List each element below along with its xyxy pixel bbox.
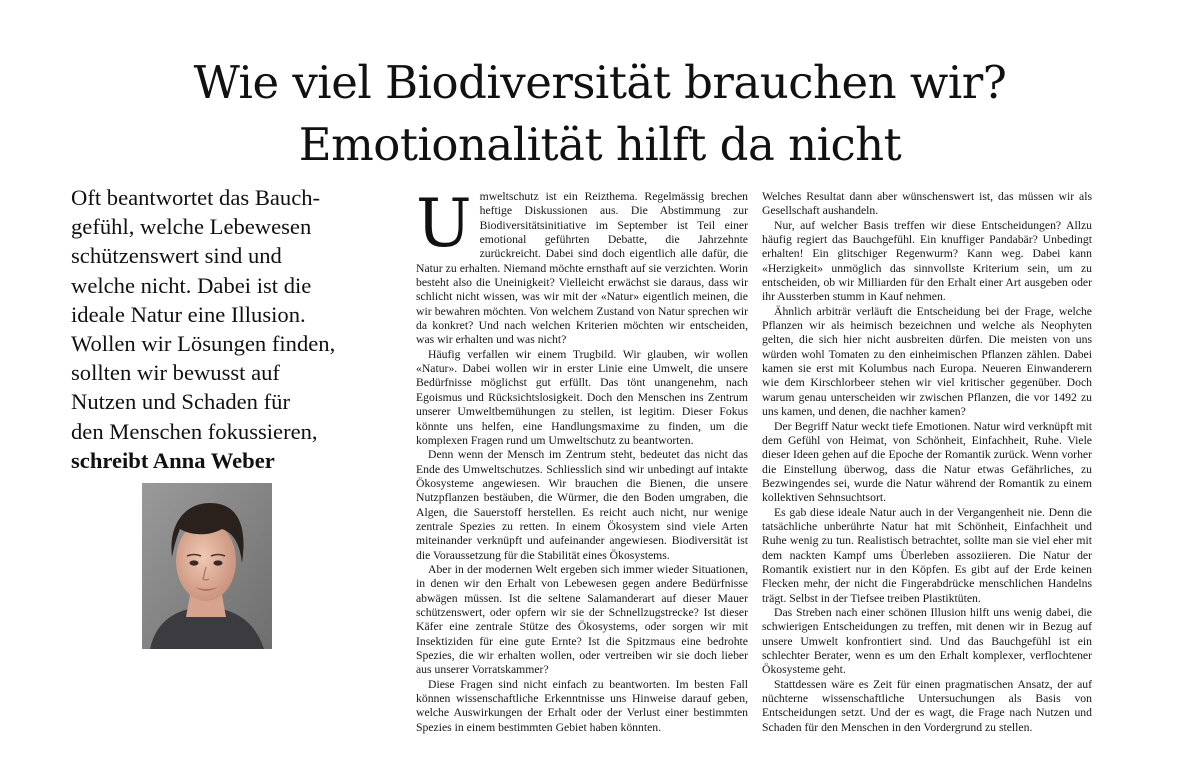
lead-line: Wollen wir Lösungen finden, <box>71 331 336 357</box>
paragraph-text: mweltschutz ist ein Reizthema. Regelmässig brechen heftige Diskussionen aus. Die Abstimmung zur Biodiversitätsinitiative im September ist Teil einer emotional geführten Debatte, die Jahrzehnte zurückreicht. Dabei sind doch eigentlich alle dafür, die Natur zu erhalten. Niemand möchte ernsthaft auf sie verzichten. Worin besteht also die Uneinigkeit? Vielleicht erwächst sie daraus, dass wir schlicht nicht wissen, was wir mit der «Natur» eigentlich meinen, die wir bewahren möchten. Von welchem Zustand von Natur sprechen wir da konkret? Und nach welchen Kriterien möchten wir entscheiden, was wir erhalten und was nicht? <box>416 190 748 347</box>
paragraph: Denn wenn der Mensch im Zentrum steht, bedeutet das nicht das Ende des Umweltschutzes. Schliesslich sind wir unbedingt auf intakte Ökosysteme angewiesen. Wir brauchen die Bienen, die unsere Nutzpflanzen bestäuben, die Würmer, die den Boden umgraben, die Algen, die Sauerstoff herstellen. Es reicht auch nicht, nur wenige zentrale Spezies zu retten. In einem Ökosystem sind viele Arten miteinander verknüpft und aufeinander angewiesen. Biodiversität ist die Voraussetzung für die Stabilität eines Ökosystems. <box>416 448 748 562</box>
lead-line: Nutzen und Schaden für <box>71 389 290 415</box>
author-photo <box>142 483 272 649</box>
paragraph: Ähnlich arbiträr verläuft die Entscheidung bei der Frage, welche Pflanzen wir als heimisch bezeichnen und welche als Neophyten gelten, die sich hier nicht ausbreiten dürfen. Die meisten von uns würden wohl Tomaten zu den einheimischen Pflanzen zählen. Dabei kamen sie erst mit Kolumbus nach Europa. Neueren Einwanderern wie dem Kirschlorbeer stehen wir viel kritischer gegenüber. Doch warum genau unterscheiden wir zwischen Pflanzen, die vor 1492 zu uns kamen, und denen, die nachher kamen? <box>762 304 1092 419</box>
lead-line: welche nicht. Dabei ist die <box>71 272 312 298</box>
paragraph: Es gab diese ideale Natur auch in der Vergangenheit nie. Denn die tatsächliche unberührte Natur hat mit Schönheit, Einfachheit und Ruhe wenig zu tun. Realistisch betrachtet, sollte man sie viel eher mit dem nackten Kampf ums Überleben assoziieren. Die Natur der Romantik existiert nur in den Köpfen. Es gibt auf der Erde keinen Flecken mehr, der nicht die Fingerabdrücke menschlichen Handelns trägt. Selbst in der Tiefsee treiben Plastiktüten. <box>762 505 1092 605</box>
paragraph: Der Begriff Natur weckt tiefe Emotionen. Natur wird verknüpft mit dem Gefühl von Heimat, von Schönheit, Einfachheit, Ruhe. Viele dieser Ideen gehen auf die Epoche der Romantik zurück. Wenn vorher die Einstellung überwog, dass die Natur etwas Gefährliches, zu Bezwingendes sei, wurde die Natur während der Romantik zu einem kollektiven Sehnsuchtsort. <box>762 419 1092 505</box>
paragraph: Stattdessen wäre es Zeit für einen pragmatischen Ansatz, der auf nüchterne wissenschaftliche Untersuchungen als Basis von Entscheidungen setzt. Und der es wagt, die Frage nach Nutzen und Schaden für den Menschen in den Vordergrund zu stellen. <box>762 677 1092 734</box>
paragraph: Aber in der modernen Welt ergeben sich immer wieder Situationen, in denen wir den Erhalt von Lebewesen gegen andere Bedürfnisse abwägen müssen. Ist die seltene Salamanderart auf dieser Mauer schützenswert, oder opfern wir sie der Schnellzugstrecke? Ist dieser Käfer eine zentrale Stütze des Ökosystems, oder sorgen wir mit Insektiziden für eine gute Ernte? Ist die Spitzmaus eine bedrohte Spezies, die wir erhalten wollen, oder vertreiben wir sie doch lieber aus unserer Vorratskammer? <box>416 562 748 677</box>
paragraph: Diese Fragen sind nicht einfach zu beantworten. Im besten Fall können wissenschaftliche Erkenntnisse uns Hinweise darauf geben, welche Auswirkungen der Erhalt oder der Verlust einer bestimmten Spezies in einem bestimmten Gebiet haben könnten. <box>416 677 748 734</box>
article-column-1 <box>416 185 748 735</box>
paragraph: Das Streben nach einer schönen Illusion hilft uns wenig dabei, die schwierigen Entscheidungen zu treffen, mit denen wir in Bezug auf unsere Umwelt konfrontiert sind. Und das Bauchgefühl ist ein schlechter Berater, wenn es um den Erhalt komplexer, verflochtener Ökosysteme geht. <box>762 605 1092 677</box>
lead-line: Oft beantwortet das Bauch- <box>71 185 321 210</box>
headline <box>0 52 1200 176</box>
drop-cap: U <box>416 185 472 262</box>
author-portrait-image <box>142 483 272 649</box>
paragraph: Welches Resultat dann aber wünschenswert ist, das müssen wir als Gesellschaft aushandeln. <box>762 190 1092 218</box>
lead-line: den Menschen fokussieren, <box>71 418 318 444</box>
paragraph <box>416 185 748 348</box>
paragraph: Nur, auf welcher Basis treffen wir diese Entscheidungen? Allzu häufig regiert das Bauchgefühl. Ein knuffiger Pandabär? Unbedingt erhalten! Ein glitschiger Regenwurm? Kann weg. Dabei kann «Herzigkeit» unmöglich das sinnvollste Kriterium sein, um zu entscheiden, ob wir Milliarden für den Erhalt einer Art ausgeben oder ihr Aussterben stumm in Kauf nehmen. <box>762 218 1092 304</box>
byline: schreibt Anna Weber <box>71 447 275 473</box>
lead-line: gefühl, welche Lebewesen <box>71 214 312 240</box>
headline-line-2: Emotionalität hilft da nicht <box>298 118 902 171</box>
lead-line: sollten wir bewusst auf <box>71 360 280 386</box>
lead-line: schützenswert sind und <box>71 243 282 269</box>
paragraph: Häufig verfallen wir einem Trugbild. Wir glauben, wir wollen «Natur». Dabei wollen wir in erster Linie eine Umwelt, die unsere Bedürfnisse möglichst gut erfüllt. Das tönt unangenehm, nach Egoismus und Rücksichtslosigkeit. Doch den Menschen ins Zentrum unserer Umweltbemühungen zu stellen, ist legitim. Dieser Fokus könnte uns helfen, eine Handlungsmaxime zu finden, um die komplexen Fragen rund um Umweltschutz zu beantworten. <box>416 347 748 447</box>
headline-line-1: Wie viel Biodiversität brauchen wir? <box>193 56 1007 109</box>
lead-line: ideale Natur eine Illusion. <box>71 301 306 327</box>
article-column-2 <box>762 190 1092 735</box>
lead-paragraph <box>71 183 371 475</box>
